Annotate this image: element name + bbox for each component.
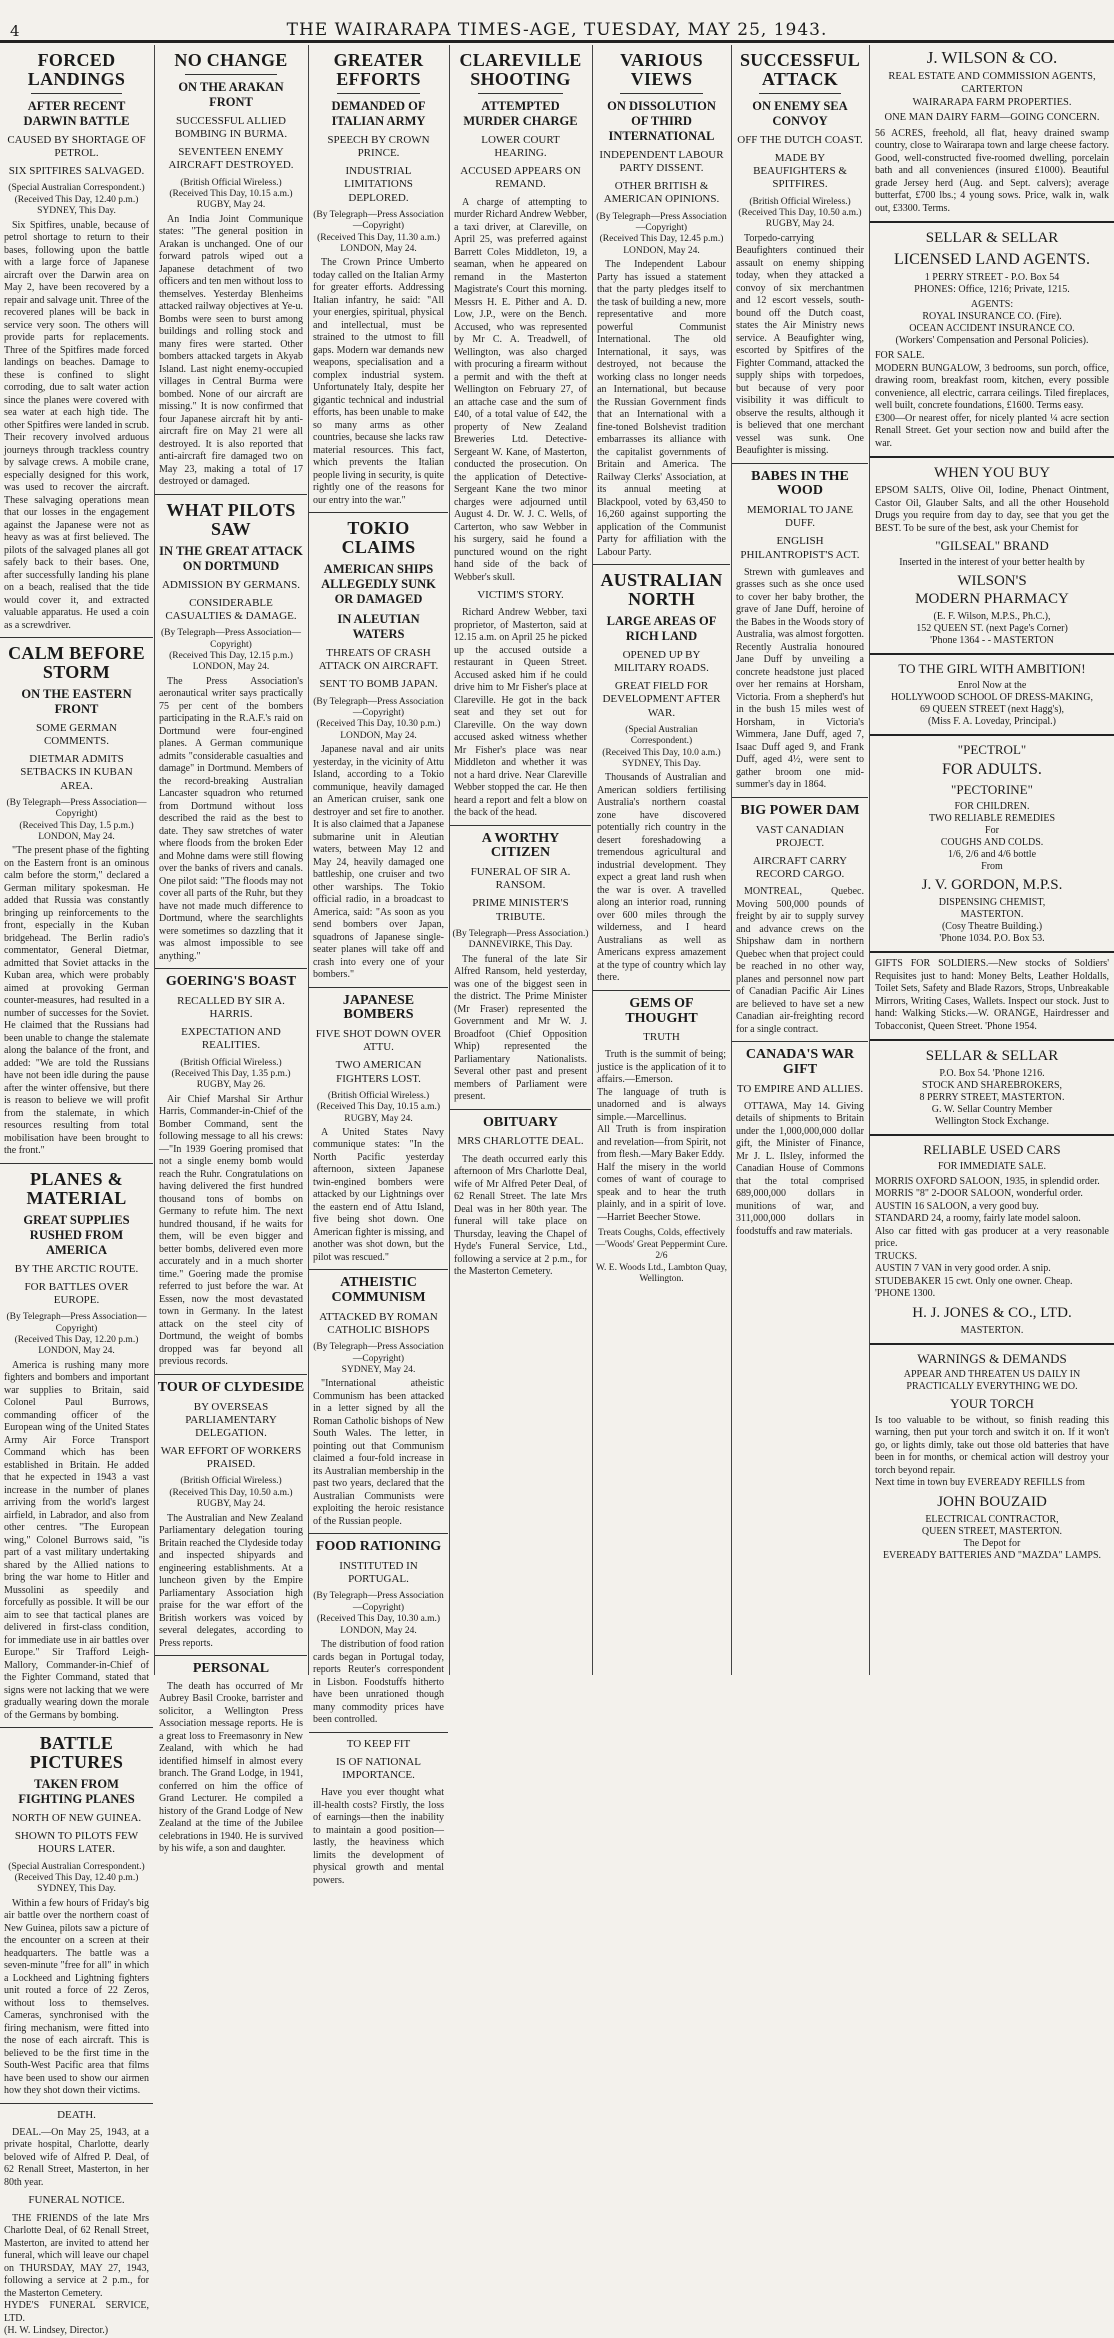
headline: VARIOUS VIEWS [620, 50, 703, 89]
article-body: The funeral of the late Sir Alfred Ransom, held yesterday, was one of the biggest seen in the district. The Prime Minister (Mr Fraser) represented the Government and Mr W. J. Broadfoot (Chief Opposition Whip) represented the Parliamentary Nationalists. Several other past and present members of Parliament were present. [454, 953, 587, 1103]
advert-text: FOR ADULTS. [942, 761, 1042, 779]
deck: AIRCRAFT CARRY RECORD CARGO. [752, 854, 848, 881]
article-body: Torpedo-carrying Beaufighters continued their assault on enemy shipping today, when they attacked a convoy of six merchantmen and 12 escort vessels, south-bound off the Dutch coast, states the Air Ministry news service. A Beaufighter wing, escorted by Spitfires of the Fighter Command, attacked the supply ships with torpedoes, but because of very poor visibility it was difficult to observe the results, although it is believed that one merchant vessel was sunk. One Beaufighter is missing. [736, 232, 864, 457]
headline: CANADA'S WAR GIFT [745, 1047, 855, 1077]
deck: OPENED UP BY MILITARY ROADS. [614, 648, 709, 675]
article-body: Six Spitfires, unable, because of petrol shortage to return to their bases, following upon the battle with a large force of Japanese aircraft over the Darwin area on May 2, have been recovered by a repair and salvage unit. Three of the recovered planes will be back in service very soon. The others will provide parts for replacements. Three of the Spitfires made forced landings on beaches. Damage to these is confined to slight corroding, due to salt water action since the planes were covered with sea water at each high tide. The other Spitfires were landed in scrub. Their recovery involved arduous journeys through trackless country by salvage crews. A mobile crane, especially designed for this work, was used to recover the aircraft. These salvaging operations mean that our losses in the engagement against the Japanese were not as heavy as was at first believed. The pilots of the salvaged planes all got safely back to their bases. One, after successfully landing his plane on a beach, realised that the tide would cover it, and extracted valuable apparatus. He used a coin as a screwdriver. [4, 219, 149, 631]
advert-title: RELIABLE USED CARS [923, 1142, 1061, 1158]
column-4 [450, 45, 591, 1680]
article-body: "International atheistic Communism has been attacked in a letter signed by all the Roman Catholic bishops of New South Wales. The letter, in pointing out that Communism claimed a four-fold increase in its Australian membership in the past two years, declared that the Australian Communists were exploiting the heroic resistance of the Russian people. [313, 1378, 444, 1527]
advert-text: APPEAR AND THREATEN US DAILY IN PRACTICALLY EVERYTHING WE DO. [903, 1369, 1081, 1393]
headline: BABES IN THE WOOD [751, 468, 849, 499]
dateline: (British Official Wireless.) (Received This Day, 10.15 a.m.) RUGBY, May 24. [316, 1090, 441, 1124]
advert-text: (E. F. Wilson, M.P.S., Ph.C.), 152 QUEEN ST. (next Page's Corner) 'Phone 1364 - - MASTERTON [916, 611, 1068, 647]
dateline: (Special Australian Correspondent.) (Received This Day, 12.40 p.m.) SYDNEY, This Day. [8, 1861, 145, 1895]
deck: WAR EFFORT OF WORKERS PRAISED. [160, 1445, 302, 1471]
article-body: Japanese naval and air units yesterday, in the vicinity of Attu Island, according to a Tokio communique, heavily damaged an American cruiser, sank one destroyer and set fire to another. It is also claimed that a Japanese submarine unit in Aleutian waters, between May 12 and May 24, heavily damaged one battleship, one cruiser and two other warships. The Tokio official radio, in a broadcast to America, said: "As soon as you send bombers over Japan, squadrons of Japanese single-seater planes will take off and crash into every one of your bombers." [313, 744, 444, 981]
deck: SOME GERMAN COMMENTS. [36, 721, 117, 747]
advert-text: REAL ESTATE AND COMMISSION AGENTS, CARTERTON WAIRARAPA FARM PROPERTIES. [888, 71, 1096, 108]
deck: DIETMAR ADMITS SETBACKS IN KUBAN AREA. [20, 753, 133, 792]
advert-text: P.O. Box 54. 'Phone 1216. STOCK AND SHAREBROKERS, 8 PERRY STREET, MASTERTON. G. W. Sellar Country Member Wellington Stock Exchange. [919, 1068, 1065, 1128]
deck: FUNERAL OF SIR A. RANSOM. [470, 866, 571, 892]
headline: GREATER EFFORTS [333, 50, 424, 89]
deck: SEVENTEEN ENEMY AIRCRAFT DESTROYED. [168, 146, 294, 172]
deck: ENGLISH PHILANTROPIST'S ACT. [740, 535, 860, 561]
advert-text: Enrol Now at the HOLLYWOOD SCHOOL OF DRESS-MAKING, 69 QUEEN STREET (next Hagg's), (Miss F. A. Loveday, Principal.) [891, 679, 1093, 727]
deck: SUCCESSFUL ALLIED BOMBING IN BURMA. [174, 114, 288, 141]
article-body: The death has occurred of Mr Aubrey Basil Crooke, barrister and solicitor, a Wellington Press Association message reports. He is a great loss to Freemasonry in New Zealand, with which he had identified himself in almost every branch. The Grand Lodge, in 1941, conferred on him the office of Grand Lecturer. He compiled a history of the Grand Lodge of New Zealand at the time of the Jubilee celebrations in 1940. He is survived by his wife, a son and daughter. [159, 1680, 303, 1855]
column-3 [309, 45, 448, 1886]
deck: AMERICAN SHIPS ALLEGEDLY SUNK OR DAMAGED [321, 562, 436, 607]
dateline: (By Telegraph—Press Association—Copyright) (Received This Day, 11.30 a.m.) LONDON, May 24. [313, 209, 444, 254]
advert-body: 56 ACRES, freehold, all flat, heavy drained swamp country, close to Wairarapa town and large cheese factory. Good, well-constructed five-roomed dwelling, porcelain bath and all conveniences (insured £1000). Beautiful grade Jersey herd (Aug. and Sept. calvers); average butterfat, £700 lbs.; 4 young sows. Price, walk in, walk out, £3300. Terms. [875, 127, 1109, 214]
deck: GREAT FIELD FOR DEVELOPMENT AFTER WAR. [602, 680, 721, 719]
deck: INSTITUTED IN PORTUGAL. [339, 1560, 418, 1586]
advert-title: "PECTROL" [957, 741, 1027, 757]
deck: RECALLED BY SIR A. HARRIS. [177, 994, 285, 1021]
advert-title: WARNINGS & DEMANDS [917, 1350, 1067, 1366]
advert-text: ELECTRICAL CONTRACTOR, QUEEN STREET, MASTERTON. The Depot for EVEREADY BATTERIES AND "MAZDA" LAMPS. [882, 1513, 1102, 1561]
article-body: The death occurred early this afternoon of Mrs Charlotte Deal, wife of Mr Alfred Peter Deal, of 62 Renall Street. The late Mrs Deal was in her 80th year. The funeral will take place on Thursday, leaving the Chapel of Hyde's Funeral Service, Ltd., following a service at 2 p.m., for the Masterton Cemetery. [454, 1153, 587, 1277]
headline: NO CHANGE [174, 50, 288, 70]
column-6 [732, 45, 868, 1680]
article-body: Thousands of Australian and American soldiers fertilising Australia's northern coastal zone have discovered potentially rich country in the desert foreshadowing a tremendous agricultural and industrial development. They expect a great land rush when the war is over. A travelled along an interior road, running over 600 miles through the wilderness, and I heard Australians as well as Americans express amazement at the type of country which lay there. [597, 772, 726, 984]
headline: SUCCESSFUL ATTACK [739, 50, 861, 89]
deck: OTHER BRITISH & AMERICAN OPINIONS. [603, 180, 720, 206]
deck: TO EMPIRE AND ALLIES. [736, 1082, 864, 1095]
deck: IN ALEUTIAN WATERS [337, 612, 420, 642]
article-body: OTTAWA, May 14. Giving details of shipments to Britain under the 1,000,000,000 dollar gift, the Minister of Finance, Mr J. L. Ilsley, informed the Canadian House of Commons that the total comprised 689,000,000 dollars in munitions of war, and 311,000,000 dollars in foodstuffs and raw materials. [736, 1100, 864, 1237]
deck: BY OVERSEAS PARLIAMENTARY DELEGATION. [185, 1400, 277, 1439]
headline: TOKIO CLAIMS [341, 518, 416, 558]
article-body: Air Chief Marshal Sir Arthur Harris, Commander-in-Chief of the Bomber Command, sent the following message to all his crews:—"In 1939 Goering promised that not a single enemy bomb would reach the Ruhr. Congratulations on having delivered the first hundred thousand tons of bombs on Germany to refute him. The next hundred thousand, if he waits for them, will be even bigger and better bombs, delivered even more accurately and in a much shorter time." Goering made the promise referred to just before the war. At Essen, now the most devastated town in Germany. In the latest attack on the steel city of Dortmund, the weight of bombs dropped was far beyond all previous records. [159, 1093, 303, 1368]
deck: IN THE GREAT ATTACK ON DORTMUND [159, 543, 303, 573]
deck: IS OF NATIONAL IMPORTANCE. [336, 1755, 421, 1781]
deck: FIVE SHOT DOWN OVER ATTU. [315, 1028, 442, 1054]
advert-text: LICENSED LAND AGENTS. [894, 251, 1090, 269]
deck: FOR BATTLES OVER EUROPE. [24, 1280, 129, 1306]
deck: MEMORIAL TO JANE DUFF. [746, 504, 854, 530]
advert-text: FOR CHILDREN. TWO RELIABLE REMEDIES For COUGHS AND COLDS. 1/6, 2/6 and 4/6 bottle From [928, 801, 1056, 873]
advert-title: H. J. JONES & CO., LTD. [912, 1304, 1072, 1321]
deck: DEMANDED OF ITALIAN ARMY [331, 98, 426, 128]
advert-title: J. V. GORDON, M.P.S. [921, 877, 1063, 894]
advert-text: MASTERTON. [960, 1324, 1024, 1336]
headline: TOUR OF CLYDESIDE [157, 1379, 305, 1395]
article-body: Truth is the summit of being; justice is the application of it to affairs.—Emerson. The language of truth is unadorned and is always simple.—Marcellinus. All Truth is from inspiration and revelation—from Spirit, not from flesh.—Mary Baker Eddy. Half the misery in the world comes of want of courage to speak and to hear the truth plainly, and in a spirit of love.—Harriet Beecher Stowe. [597, 1049, 726, 1223]
notice-heading: FUNERAL NOTICE. [28, 2194, 125, 2207]
article-body: "The present phase of the fighting on the Eastern front is an ominous calm before the storm," declared a German military spokesman. He added that Russia was constantly bringing up reinforcements to the front, especially in the Kuban bridgehead. The Berlin radio's commentator, General Dietmar, admitted that Soviet attacks in the Kuban area, which were probably aimed at provoking German counter-measures, had resulted in a number of successes for the Soviet. He claimed that the Russians had been unable to change the stalemate along the balance of the front, and added: "We are told the Russians have not been idle during the pause after the winter offensive, but there is reason to believe we will profit from the stalemate, in which resources resulting from total mobilisation have been brought to the front." [4, 845, 149, 1157]
deck: SENT TO BOMB JAPAN. [319, 678, 438, 691]
deck: ATTACKED BY ROMAN CATHOLIC BISHOPS [319, 1310, 438, 1337]
dateline: (By Telegraph—Press Association—Copyright) (Received This Day, 1.5 p.m.) LONDON, May 24. [6, 797, 147, 842]
headline: FOOD RATIONING [315, 1539, 442, 1555]
article-body: MONTREAL, Quebec. Moving 500,000 pounds of freight by air to supply survey and advance crews on the Shipshaw dam in northern Quebec when that project could be reached in no other way, planes and personnel now part of Canadian Pacific Air Lines are believed to have set a new Canadian air-freighting record for a single contract. [736, 886, 864, 1035]
article-body: The Independent Labour Party has issued a statement that the party pledges itself to the task of building a new, more representative and more powerful Communist International. The old International, it says, was destroyed, not because the working class no longer needs an International, but because the Russian Government finds that an International with a fine-toned Bolshevist tradition embarrasses its alliance with the capitalist governments of Britain and America. The Railway Clerks' Association, at its annual meeting at Blackpool, voted by 63,450 to 16,260 against supporting the application of the Communist Party for affiliation with the Labour Party. [597, 259, 726, 558]
deck: VAST CANADIAN PROJECT. [755, 823, 845, 849]
notice-heading: DEATH. [57, 2108, 96, 2121]
advert-text: AGENTS: ROYAL INSURANCE CO. (Fire). OCEAN ACCIDENT INSURANCE CO. (Workers' Compensation and Personal Policies). [895, 299, 1089, 347]
advert-title: "GILSEAL" BRAND [935, 538, 1049, 554]
deck: SIX SPITFIRES SALVAGED. [8, 165, 145, 178]
article-body: The distribution of food ration cards began in Portugal today, reports Reuter's correspondent in Lisbon. Foodstuffs hitherto have been unrationed though many commodity prices have been controlled. [313, 1639, 444, 1726]
dateline: (British Official Wireless.) (Received This Day, 10.50 a.m.) RUGBY, May 24. [738, 196, 862, 230]
advert-title: TO THE GIRL WITH AMBITION! [898, 661, 1086, 677]
masthead [0, 0, 1114, 42]
headline: GOERING'S BOAST [165, 974, 297, 990]
headline: PERSONAL [192, 1661, 270, 1677]
deck: THREATS OF CRASH ATTACK ON AIRCRAFT. [318, 647, 439, 673]
advert-body: Is too valuable to be without, so finish reading this warning, then put your torch and switch it on. If it won't go, or lights dimly, take out those old batteries that have been in for months, or chemical action will destroy your torch beyond repair. Next time in town buy EVEREADY REFILLS from [875, 1414, 1109, 1489]
article-body: The Australian and New Zealand Parliamentary delegation touring Britain reached the Clydeside today and inspected shipyards and engineering establishments. At a luncheon given by the Empire Parliamentary Association high praise for the war effort of the British workers was voiced by several delegates, according to Press reports. [159, 1512, 303, 1649]
deck: ATTEMPTED MURDER CHARGE [463, 98, 578, 128]
article-body: An India Joint Communique states: "The general position in Arakan is unchanged. One of our forward patrols wiped out a Japanese detachment of two officers and ten men without loss to themselves. Yesterday Blenheims attacked railway objectives at Ye-u. Bombs were seen to burst among buildings and rolling stock and many fires were started. Other bombers attacked targets in Akyab Island. Last night enemy-occupied villages in Central Burma were bombed. None of our aircraft are missing." It is now confirmed that four Japanese aircraft hit by anti-aircraft fire on May 21 were all destroyed. It is also reported that anti-aircraft fire damaged two on May 23, making a total of 17 destroyed or damaged. [159, 213, 303, 488]
deck: ON THE ARAKAN FRONT [178, 79, 284, 109]
advert-text: DISPENSING CHEMIST, MASTERTON. (Cosy Theatre Building.) 'Phone 1034. P.O. Box 53. [938, 897, 1046, 945]
advert-body: MORRIS OXFORD SALOON, 1935, in splendid order. MORRIS "8" 2-DOOR SALOON, wonderful order. AUSTIN 16 SALOON, a very good buy. STANDARD 24, a roomy, fairly late model saloon. Also car fitted with gas producer at a very reasonable price. TRUCKS. AUSTIN 7 VAN in very good order. A snip. STUDEBAKER 15 cwt. Only one owner. Cheap. 'PHONE 1300. [875, 1175, 1109, 1300]
advert-title: J. WILSON & CO. [926, 48, 1058, 67]
dateline: (Special Australian Correspondent.) (Received This Day, 10.0 a.m.) SYDNEY, This Day. [602, 724, 721, 769]
column-5 [593, 45, 730, 1680]
deck: ACCUSED APPEARS ON REMAND. [460, 165, 581, 191]
article-body: A United States Navy communique states: "In the North Pacific yesterday afternoon, sixteen Japanese twin-engined bombers were attacked by our Lightnings over the eastern end of Attu Island, five being shot down. One American fighter is missing, and another was shot down, but the pilot was rescued." [313, 1126, 444, 1263]
deck: AFTER RECENT DARWIN BATTLE [23, 98, 130, 128]
deck: ON THE EASTERN FRONT [21, 686, 132, 716]
column-7-advertisements [870, 45, 1114, 1680]
article-body: Within a few hours of Friday's big air battle over the northern coast of New Guinea, pilots saw a picture of the encounter on a screen at their headquarters. The battle was a seven-minute "free for all" in which a Lockheed and Lightning fighters unit routed a force of 22 Zeros, without loss to themselves. Cameras, synchronised with the firing mechanism, were fitted into the nose of each aircraft. This is believed to be the first time in the South-West Pacific area that films have been used to show our airmen how they shot down their victims. [4, 1897, 149, 2097]
headline: CALM BEFORE STORM [8, 643, 145, 682]
column-2 [155, 45, 307, 1855]
death-notice: DEAL.—On May 25, 1943, at a private hospital, Charlotte, dearly beloved wife of Alfred P. Deal, of 62 Renall Street, Masterton, in her 80th year. [4, 2126, 149, 2188]
deck: MADE BY BEAUFIGHTERS & SPITFIRES. [753, 151, 847, 191]
newspaper-title: THE WAIRARAPA TIMES-AGE, TUESDAY, MAY 25, 1943. [286, 20, 828, 40]
column-1 [0, 45, 153, 2337]
advert-title: JOHN BOUZAID [937, 1493, 1047, 1510]
dateline: (By Telegraph—Press Association.) DANNEVIRKE, This Day. [452, 928, 589, 951]
deck: BY THE ARCTIC ROUTE. [14, 1262, 139, 1275]
article-body: Have you ever thought what ill-health costs? Firstly, the loss of earnings—then the inability to maintain a good position—lastly, the heaviness which limits the development of physical growth and mental powers. [313, 1787, 444, 1886]
deck: ON ENEMY SEA CONVOY [752, 98, 848, 128]
article-body: A charge of attempting to murder Richard Andrew Webber, a taxi driver, at Clareville, on April 25, was preferred against Barrett Coles Middleton, 19, a seaman, when he appeared on remand in the Masterton Magistrate's Court this morning. Messrs H. E. Pither and A. D. Low, J.P., were on the Bench. Accused, who was represented by Mr C. A. Treadwell, of Wellington, was also charged with procuring a firearm without a permit and with the theft at Wellington on February 27, of an attache case and the sum of £40, of a total value of £42, the property of New Zealand Breweries Ltd. Detective-Sergeant W. Kane, of Masterton, conducted the prosecution. On the application of Detective-Sergeant Kane the two minor charges were adjourned until August 4. Dr. W. J. C. Wells, of Carterton, who saw Webber in his surgery, said he found a punctured wound on the right hand side of the back of Webber's skull. [454, 196, 587, 583]
article-body: The Press Association's aeronautical writer says practically 75 per cent of the bombers participating in the R.A.F.'s raid on Dortmund were four-engined planes. A German communique admits "considerable casualties and damage" in Dortmund. Members of the record-breaking Australian Lancaster squadron who returned from Dortmund without loss described the raid as the best to date. They saw stretches of water where floods from the broken Eder and Mohne dams were still flowing over the banks of rivers and canals. One pilot said: "The floods may not cover all parts of the Ruhr, but they have not made much difference to Dortmund, where the searchlights were sometimes so dazzling that it was almost impossible to see anything." [159, 675, 303, 962]
dateline: (British Official Wireless.) (Received This Day, 10.50 a.m.) RUGBY, May 24. [169, 1476, 293, 1510]
advert-body: GIFTS FOR SOLDIERS.—New stocks of Soldiers' Requisites just to hand: Money Belts, Leather Holdalls, Toilet Sets, Safety and Blade Razors, Strops, Unbreakable Mirrors, Writing Cases, Wallets. Inspect our stock. Just to hand: Walking Sticks.—W. ORANGE, Hairdresser and Tobacconist, Queen Street. 'Phone 1954. [875, 958, 1109, 1032]
article-body: America is rushing many more fighters and bombers and important war supplies to Britain, said Colonel Paul Burrows, commanding officer of the European wing of the United States Army Air Force Transport Command which has been established in Britain. He added that he expected in 1943 a vast increase in the number of planes arriving from the world's largest airfield, in Labrador, and also from other centres. "The European wing," Colonel Burrows said, "is part of a vast military undertaking shared by the Allied nations to bring the war home to Hitler and Mussolini as speedily and forcefully as possible. It will be our aim to see that tactical planes are delivered in first-class condition, for immediate use in air battles over Europe." Sir Trafford Leigh-Mallory, Commander-in-Chief of the Fighter Command, stated that signs were not lacking that we were gradually wearing down the morale of the Germans by bombing. [4, 1359, 149, 1721]
deck: LARGE AREAS OF RICH LAND [606, 613, 717, 643]
advert-body: FOR SALE. MODERN BUNGALOW, 3 bedrooms, sun porch, office, drawing room, breakfast room, kitchen, every possible convenience, all electric, carrara ceilings. Tiled fireplaces, well built, concrete foundations, £1600. Terms easy. £300—Or nearest offer, for nicely planted ¼ acre section Renall Street. Get your section now and build after the war. [875, 350, 1109, 449]
dateline: (British Official Wireless.) (Received This Day, 10.15 a.m.) RUGBY, May 24. [169, 177, 293, 211]
deck: ON DISSOLUTION OF THIRD INTERNATIONAL [607, 98, 716, 143]
headline: WHAT PILOTS SAW [166, 499, 296, 539]
dateline: (By Telegraph—Press Association—Copyright) (Received This Day, 12.45 p.m.) LONDON, May 24. [596, 211, 727, 256]
advert-title: WHEN YOU BUY [933, 465, 1051, 482]
advert-text: 1 PERRY STREET - P.O. Box 54 PHONES: Office, 1216; Private, 1215. [914, 272, 1070, 296]
article-body: Strewn with gumleaves and grasses such as she once used to cover her baby brother, the grave of Jane Duff, heroine of the Babes in the Woods story of Australia, was almost forgotten. Recently Australia honoured Jane Duff by unveiling a concrete headstone just placed over her remains at Horsham, Victoria. From a shepherd's hut in the bush 15 miles west of Horsham, in Victoria's Wimmera, Jane Duff, aged 7, Isaac Duff aged 9, and Frank Duff, aged 4½, were sent to gather broom one mid-summer's day in 1864. [736, 566, 864, 791]
headline: BATTLE PICTURES [29, 1733, 124, 1773]
advert-text: ONE MAN DAIRY FARM—GOING CONCERN. [884, 112, 1100, 124]
dateline: (British Official Wireless.) (Received This Day, 1.35 p.m.) RUGBY, May 26. [171, 1057, 291, 1091]
dateline: (By Telegraph—Press Association—Copyright) SYDNEY, May 24. [313, 1342, 444, 1376]
headline: BIG POWER DAM [740, 802, 860, 818]
deck: SPEECH BY CROWN PRINCE. [327, 133, 430, 159]
dateline: (By Telegraph—Press Association—Copyright) (Received This Day, 12.20 p.m.) LONDON, May 24. [6, 1312, 147, 1357]
headline: FORCED LANDINGS [27, 50, 126, 89]
article-body: The Crown Prince Umberto today called on the Italian Army for greater efforts. Addressing Italian infantry, he said: "All your energies, spiritual, physical and intellectual, must be strained to the utmost to fill gaps. Modern war demands new weapons, specialisation and a complex industrial system. Unfortunately Italy, despite her gigantic technical and industrial efforts, has been unable to make so many arms as other countries, because she lacks raw material resources. This fact, which prevents the Italian people living in security, is quite rightly one of the reasons for our entry into the war." [313, 257, 444, 506]
page-columns [0, 45, 1114, 2337]
masthead-rule [0, 42, 1114, 43]
dateline: (By Telegraph—Press Association—Copyright) (Received This Day, 10.30 a.m.) LONDON, May 24. [313, 1591, 444, 1636]
advert-text: Inserted in the interest of your better health by [899, 557, 1085, 569]
deck: PRIME MINISTER'S TRIBUTE. [472, 897, 569, 923]
deck: VICTIM'S STORY. [477, 589, 564, 602]
advert-footer: Treats Coughs, Colds, effectively—'Woods' Great Peppermint Cure. 2/6 W. E. Woods Ltd., Lambton Quay, Wellington. [595, 1228, 728, 1284]
dateline: (Special Australian Correspondent.) (Received This Day, 12.40 p.m.) SYDNEY, This Day. [8, 183, 145, 217]
headline: PLANES & MATERIAL [26, 1168, 127, 1208]
advert-title: SELLAR & SELLAR [925, 230, 1059, 247]
deck: CAUSED BY SHORTAGE OF PETROL. [7, 133, 146, 159]
article-body: Richard Andrew Webber, taxi proprietor, of Masterton, said at 12.15 a.m. on April 25 he picked up the accused outside a restaurant in Queen Street. Accused asked him if he could drive him to Mr Fisher's place at Clareville. He got in the back seat and they set out for Clareville. On the way down accused asked witness whether Mr Fisher's place was near Middleton and whether it was not a hard drive. Near Clareville Webber stopped the car. He then heard a report and felt a blow on the back of the head. [454, 607, 587, 819]
deck: SHOWN TO PILOTS FEW HOURS LATER. [14, 1830, 139, 1856]
deck: LOWER COURT HEARING. [481, 133, 560, 159]
advert-title: YOUR TORCH [950, 1396, 1034, 1412]
deck: TAKEN FROM FIGHTING PLANES [18, 1776, 135, 1806]
deck: CONSIDERABLE CASUALTIES & DAMAGE. [165, 596, 297, 622]
dateline: (By Telegraph—Press Association—Copyright) (Received This Day, 12.15 p.m.) LONDON, May 24. [160, 628, 302, 673]
headline: A WORTHY CITIZEN [481, 830, 560, 861]
headline: ATHEISTIC COMMUNISM [331, 1275, 426, 1306]
deck: MRS CHARLOTTE DEAL. [457, 1135, 584, 1148]
funeral-notice: THE FRIENDS of the late Mrs Charlotte Deal, of 62 Renall Street, Masterton, are invited to attend her funeral, which will leave our chapel on THURSDAY, MAY 27, 1943, following a service at 2 p.m., for the Masterton Cemetery. HYDE'S FUNERAL SERVICE, LTD. (H. W. Lindsey, Director.) [4, 2212, 149, 2337]
advert-body: EPSOM SALTS, Olive Oil, Iodine, Phenact Ointment, Castor Oil, Glauber Salts, and all the other Household Drugs you require from day to day, see that you get the BEST. To be sure of the best, ask your Chemist for [875, 485, 1109, 534]
headline: GEMS OF THOUGHT [625, 995, 698, 1026]
headline: AUSTRALIAN NORTH [600, 570, 723, 609]
advert-title: WILSON'S MODERN PHARMACY [915, 573, 1069, 608]
headline: OBITUARY [483, 1114, 558, 1130]
deck: TWO AMERICAN FIGHTERS LOST. [335, 1059, 422, 1085]
deck: GREAT SUPPLIES RUSHED FROM AMERICA [23, 1212, 130, 1257]
headline: CLAREVILLE SHOOTING [459, 50, 582, 89]
advert-title: "PECTORINE" [951, 782, 1033, 798]
deck: TRUTH [643, 1031, 680, 1044]
deck: INDUSTRIAL LIMITATIONS DEPLORED. [344, 165, 413, 204]
deck: INDEPENDENT LABOUR PARTY DISSENT. [599, 148, 724, 174]
advert-title: SELLAR & SELLAR [925, 1048, 1059, 1065]
page-number: 4 [10, 22, 20, 40]
dateline: (By Telegraph—Press Association—Copyright) (Received This Day, 10.30 p.m.) LONDON, May 24. [313, 696, 444, 741]
deck: EXPECTATION AND REALITIES. [181, 1026, 281, 1052]
deck: OFF THE DUTCH COAST. [737, 133, 863, 146]
advert-text: FOR IMMEDIATE SALE. [937, 1160, 1047, 1172]
deck: ADMISSION BY GERMANS. [161, 578, 301, 591]
deck: NORTH OF NEW GUINEA. [11, 1811, 142, 1824]
deck: TO KEEP FIT [346, 1737, 411, 1750]
headline: JAPANESE BOMBERS [342, 992, 415, 1023]
